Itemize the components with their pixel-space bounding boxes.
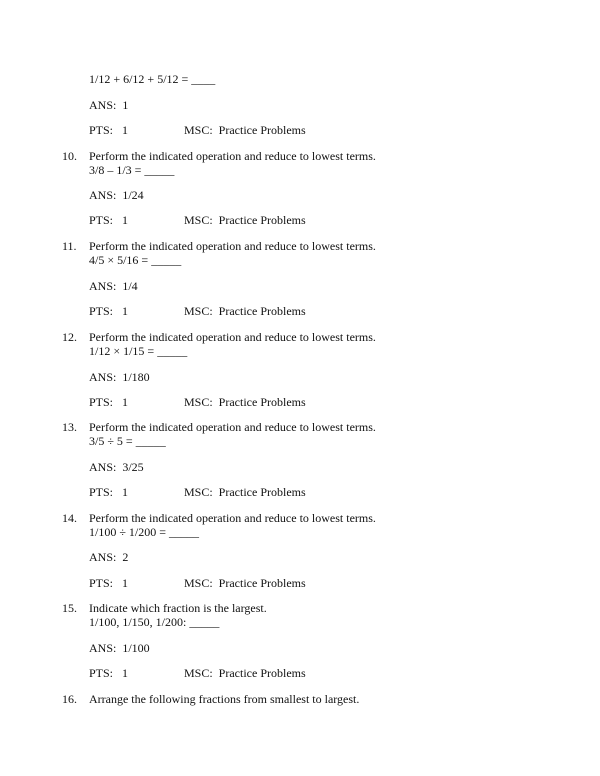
question-11-answer: ANS: 1/4 (89, 279, 138, 293)
question-10-number: 10. (62, 149, 77, 163)
question-10-prompt: Perform the indicated operation and reduce to lowest terms. (89, 149, 376, 163)
question-14-number: 14. (62, 511, 77, 525)
question-11-points: PTS: 1 (89, 304, 129, 318)
question-15-answer: ANS: 1/100 (89, 641, 150, 655)
question-13-prompt: Perform the indicated operation and reduce to lowest terms. (89, 420, 376, 434)
question-10-msc: MSC: Practice Problems (184, 213, 306, 227)
question-10-answer: ANS: 1/24 (89, 188, 144, 202)
question-10-points: PTS: 1 (89, 213, 129, 227)
question-14-expression: 1/100 ÷ 1/200 = _____ (89, 525, 200, 539)
question-16-number: 16. (62, 692, 77, 706)
question-12-msc: MSC: Practice Problems (184, 395, 306, 409)
question-13-answer: ANS: 3/25 (89, 460, 144, 474)
question-14-msc: MSC: Practice Problems (184, 576, 306, 590)
question-9-answer: ANS: 1 (89, 98, 129, 112)
question-12-prompt: Perform the indicated operation and reduce to lowest terms. (89, 330, 376, 344)
question-12-answer: ANS: 1/180 (89, 370, 150, 384)
question-11-expression: 4/5 × 5/16 = _____ (89, 253, 182, 267)
question-14-prompt: Perform the indicated operation and reduce to lowest terms. (89, 511, 376, 525)
question-10-expression: 3/8 – 1/3 = _____ (89, 163, 175, 177)
question-9-points: PTS: 1 (89, 123, 129, 137)
question-11-number: 11. (62, 239, 77, 253)
question-15-prompt: Indicate which fraction is the largest. (89, 601, 267, 615)
question-9-expression: 1/12 + 6/12 + 5/12 = ____ (89, 72, 216, 86)
question-12-points: PTS: 1 (89, 395, 129, 409)
question-12-number: 12. (62, 330, 77, 344)
question-14-answer: ANS: 2 (89, 550, 129, 564)
question-15-number: 15. (62, 601, 77, 615)
question-13-points: PTS: 1 (89, 485, 129, 499)
question-15-points: PTS: 1 (89, 666, 129, 680)
question-15-msc: MSC: Practice Problems (184, 666, 306, 680)
question-15-expression: 1/100, 1/150, 1/200: _____ (89, 615, 220, 629)
question-14-points: PTS: 1 (89, 576, 129, 590)
question-13-msc: MSC: Practice Problems (184, 485, 306, 499)
question-16-prompt: Arrange the following fractions from smallest to largest. (89, 692, 360, 706)
question-12-expression: 1/12 × 1/15 = _____ (89, 344, 188, 358)
question-13-number: 13. (62, 420, 77, 434)
question-11-prompt: Perform the indicated operation and reduce to lowest terms. (89, 239, 376, 253)
question-11-msc: MSC: Practice Problems (184, 304, 306, 318)
question-9-msc: MSC: Practice Problems (184, 123, 306, 137)
question-13-expression: 3/5 ÷ 5 = _____ (89, 434, 166, 448)
